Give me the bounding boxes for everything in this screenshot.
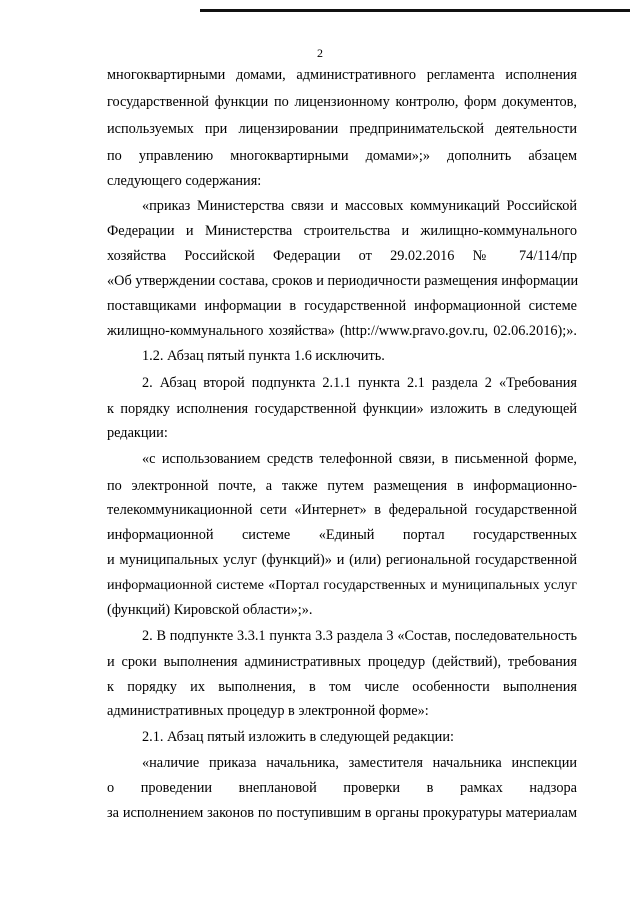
text-line: к порядку исполнения государственной функции» изложить в следующей [107, 401, 577, 417]
text-line: по электронной почте, а также путем размещения в информационно- [107, 478, 577, 494]
text-line: следующего содержания: [107, 173, 262, 189]
text-line: 2.1. Абзац пятый изложить в следующей редакции: [142, 729, 454, 745]
text-line: и сроки выполнения административных процедур (действий), требования [107, 654, 577, 670]
text-line: административных процедур в электронной форме»: [107, 703, 429, 719]
text-line: о проведении внеплановой проверки в рамках надзора [107, 780, 577, 796]
text-line: используемых при лицензировании предпринимательской деятельности [107, 121, 577, 137]
text-line: хозяйства Российской Федерации от 29.02.2016 № 74/114/пр [107, 248, 577, 264]
text-line: «Об утверждении состава, сроков и периодичности размещения информации [107, 273, 579, 289]
text-line: редакции: [107, 425, 168, 441]
page-number: 2 [317, 46, 323, 60]
text-line: «наличие приказа начальника, заместителя начальника инспекции [142, 755, 577, 771]
text-line: к порядку их выполнения, в том числе особенности выполнения [107, 679, 577, 695]
top-border-line [200, 9, 630, 12]
text-line: 1.2. Абзац пятый пункта 1.6 исключить. [142, 348, 385, 364]
text-line: за исполнением законов по поступившим в органы прокуратуры материалам [107, 805, 577, 821]
text-line: Федерации и Министерства строительства и жилищно-коммунального [107, 223, 577, 239]
text-line: и муниципальных услуг (функций)» и (или) региональной государственной [107, 552, 577, 568]
text-line: 2. Абзац второй подпункта 2.1.1 пункта 2.1 раздела 2 «Требования [142, 375, 577, 391]
text-line: «приказ Министерства связи и массовых коммуникаций Российской [142, 198, 577, 214]
text-line: государственной функции по лицензионному контролю, форм документов, [107, 94, 577, 110]
text-line: (функций) Кировской области»;». [107, 602, 313, 618]
text-line: информационной системе «Портал государственных и муниципальных услуг [107, 577, 577, 593]
text-line: информационной системе «Единый портал государственных [107, 527, 577, 543]
text-line: 2. В подпункте 3.3.1 пункта 3.3 раздела 3 «Состав, последовательность [142, 628, 577, 644]
text-line: жилищно-коммунального хозяйства» (http://www.pravo.gov.ru, 02.06.2016);». [107, 323, 577, 339]
text-line: «с использованием средств телефонной связи, в письменной форме, [142, 451, 577, 467]
text-line: поставщиками информации в государственной информационной системе [107, 298, 577, 314]
text-line: многоквартирными домами, административного регламента исполнения [107, 67, 577, 83]
text-line: по управлению многоквартирными домами»;» дополнить абзацем [107, 148, 577, 164]
text-line: телекоммуникационной сети «Интернет» в федеральной государственной [107, 502, 577, 518]
